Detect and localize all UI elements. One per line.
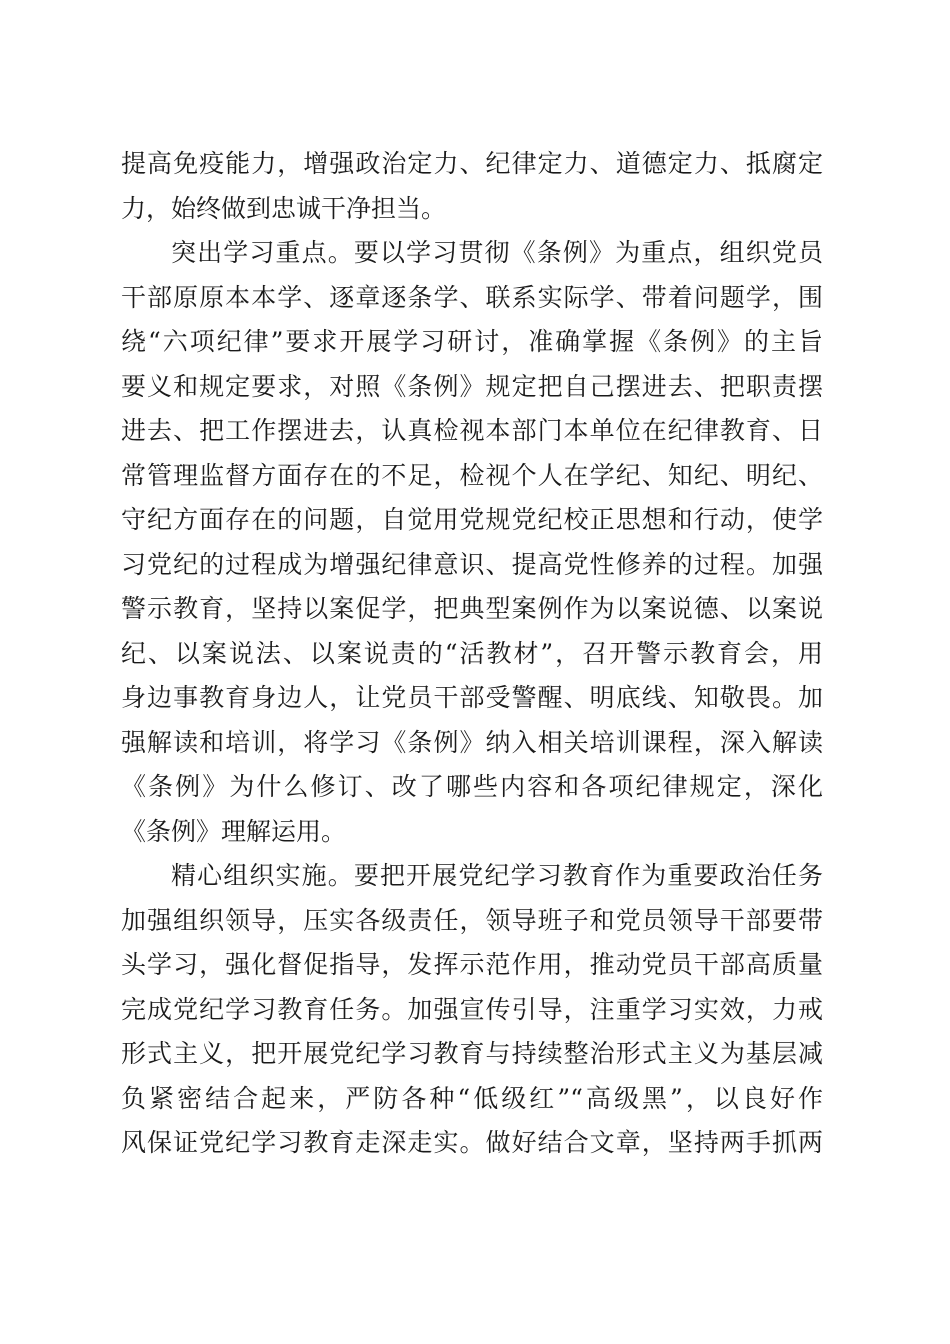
paragraph-line: 负紧密结合起来，严防各种“低级红”“高级黑”，以良好作: [121, 1083, 823, 1113]
document-body: [121, 142, 823, 1166]
paragraph-line: 头学习，强化督促指导，发挥示范作用，推动党员干部高质量: [121, 950, 823, 979]
paragraph-line: 突出学习重点。要以学习贯彻《条例》为重点，组织党员: [171, 238, 823, 267]
paragraph-line: 要义和规定要求，对照《条例》规定把自己摆进去、把职责摆: [121, 371, 823, 401]
paragraph-line: 强解读和培训，将学习《条例》纳入相关培训课程，深入解读: [121, 727, 823, 757]
paragraph-line: 《条例》理解运用。: [121, 816, 347, 846]
paragraph-line: 警示教育，坚持以案促学，把典型案例作为以案说德、以案说: [121, 594, 823, 623]
paragraph-line: 纪、以案说法、以案说责的“活教材”，召开警示教育会，用: [121, 638, 823, 668]
paragraph-line: 完成党纪学习教育任务。加强宣传引导，注重学习实效，力戒: [121, 994, 823, 1024]
paragraph-line: 精心组织实施。要把开展党纪学习教育作为重要政治任务: [171, 861, 823, 890]
paragraph-line: 力，始终做到忠诚干净担当。: [121, 193, 447, 223]
paragraph-line: 常管理监督方面存在的不足，检视个人在学纪、知纪、明纪、: [121, 460, 823, 490]
paragraph-line: 习党纪的过程成为增强纪律意识、提高党性修养的过程。加强: [121, 549, 823, 579]
paragraph-line: 干部原原本本学、逐章逐条学、联系实际学、带着问题学，围: [121, 282, 823, 312]
paragraph-line: 加强组织领导，压实各级责任，领导班子和党员领导干部要带: [121, 905, 823, 935]
paragraph-line: 形式主义，把开展党纪学习教育与持续整治形式主义为基层减: [121, 1039, 823, 1068]
paragraph-line: 进去、把工作摆进去，认真检视本部门本单位在纪律教育、日: [121, 416, 823, 445]
paragraph-line: 风保证党纪学习教育走深走实。做好结合文章，坚持两手抓两: [121, 1128, 823, 1157]
paragraph-line: 身边事教育身边人，让党员干部受警醒、明底线、知敬畏。加: [121, 683, 823, 712]
paragraph-line: 《条例》为什么修订、改了哪些内容和各项纪律规定，深化: [121, 772, 823, 801]
paragraph-line: 绕“六项纪律”要求开展学习研讨，准确掌握《条例》的主旨: [121, 327, 823, 356]
paragraph-line: 守纪方面存在的问题，自觉用党规党纪校正思想和行动，使学: [121, 505, 823, 534]
paragraph-line: 提高免疫能力，增强政治定力、纪律定力、道德定力、抵腐定: [121, 149, 823, 178]
